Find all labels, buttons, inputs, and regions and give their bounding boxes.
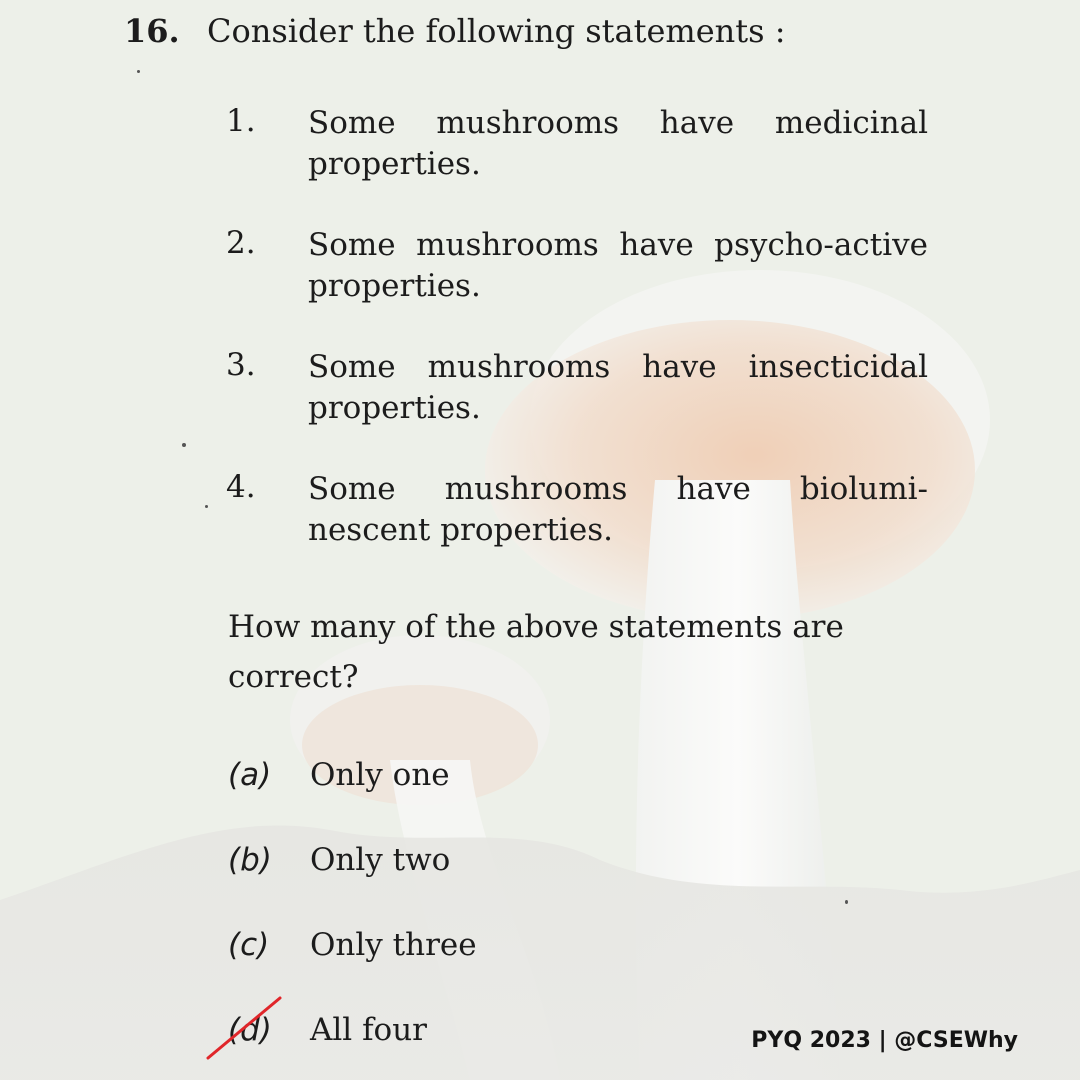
question-text: Consider the following statements :: [207, 12, 786, 50]
option-letter: (b): [228, 842, 272, 878]
question-number: 16.: [124, 12, 180, 50]
option-text: Only three: [310, 927, 477, 963]
option-letter: (d): [228, 1012, 272, 1048]
statement-text: Some mushrooms have medicinal properties.: [308, 105, 928, 182]
option-text: All four: [310, 1012, 427, 1048]
answer-checkmark-icon: [206, 995, 282, 1061]
option-text: Only one: [310, 757, 450, 793]
statement-number: 1.: [226, 103, 256, 139]
option-letter: (a): [228, 757, 272, 793]
statement-number: 2.: [226, 225, 256, 261]
scan-speck: [137, 70, 140, 73]
option-text: Only two: [310, 842, 451, 878]
scan-speck: [845, 900, 848, 904]
scan-speck: [205, 505, 208, 508]
statement-text: Some mushrooms have psycho-active properties.: [308, 227, 928, 304]
option-letter: (c): [228, 927, 270, 963]
statement-number: 3.: [226, 347, 256, 383]
footer-credit: PYQ 2023 | @CSEWhy: [751, 1028, 1018, 1053]
scan-speck: [182, 443, 186, 447]
statement-text: Some mushrooms have biolumi-nescent properties.: [308, 471, 928, 548]
statement-number: 4.: [226, 469, 256, 505]
question-prompt: How many of the above statements are correct?: [228, 609, 844, 695]
statement-text: Some mushrooms have insecticidal properties.: [308, 349, 928, 426]
